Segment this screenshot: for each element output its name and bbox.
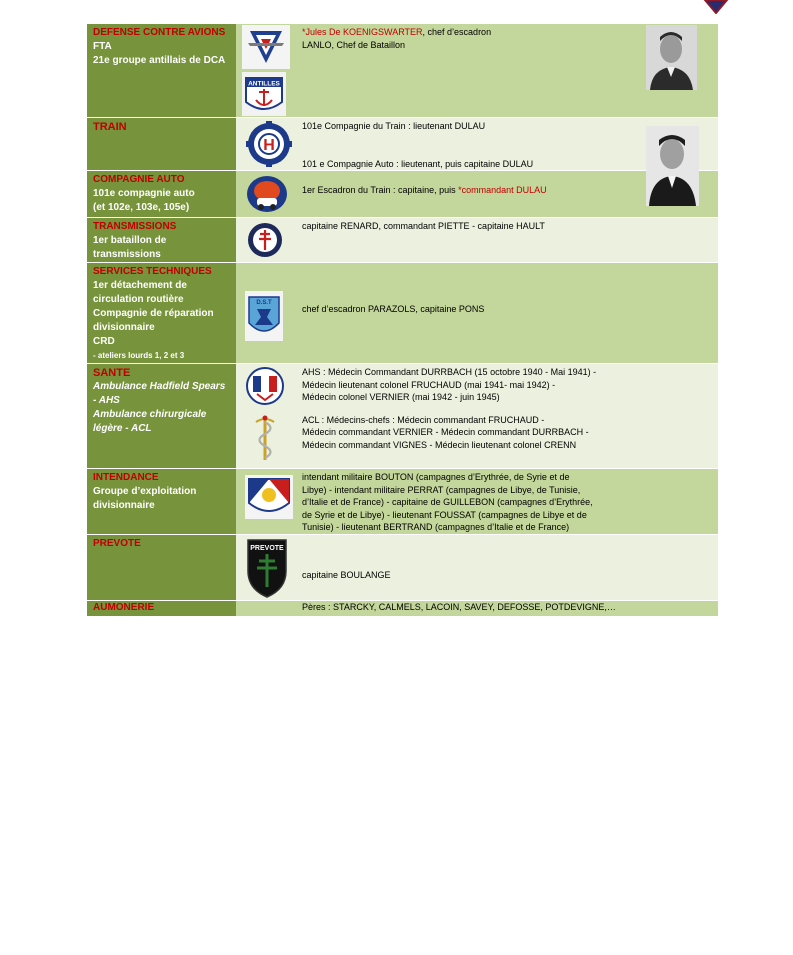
badge-cell [236,171,298,217]
auto-company-badge-icon [245,174,289,214]
officer-line: Tunisie) - lieutenant BERTRAND (campagnes d’Italie et de France) [302,522,570,532]
officer-line: Médecin colonel VERNIER (mai 1942 - juin 1945) [302,392,500,402]
unit-subtitle: 101e compagnie auto [93,188,195,199]
officer-line: LANLO, Chef de Bataillon [302,39,406,50]
antilles-badge-icon [242,72,286,116]
officer-line: Médecin commandant VERNIER - Médecin commandant DURRBACH - [302,427,589,437]
badge-cell [236,118,298,170]
unit-label-cell [87,171,236,217]
officer-line: 101 e Compagnie Auto : lieutenant, puis capitaine DULAU [302,158,534,169]
officer-line: Pères : STARCKY, CALMELS, LACOIN, SAVEY, DEFOSSE, POTDEVIGNE,… [302,602,616,612]
officer-name-highlight: *commandant DULAU [458,185,547,195]
unit-label-cell [87,469,236,534]
unit-heading: SANTE [93,367,131,379]
ahs-flags-badge-icon [245,366,285,406]
caduceus-badge-icon [250,414,280,464]
badge-cell [236,535,298,600]
unit-row-intendance [87,469,718,534]
unit-row-transmissions [87,218,718,262]
officers-cell [298,263,718,363]
officer-line: intendant militaire BOUTON (campagnes d’Erythrée, de Syrie et de [302,472,570,482]
unit-subtitle: Ambulance Hadfield Spears - AHS [93,381,226,406]
unit-subtitle: Compagnie de réparation divisionnaire [93,308,214,333]
unit-note: - ateliers lourds 1, 2 et 3 [93,351,185,360]
unit-subtitle: 1er détachement de circulation routière [93,280,187,305]
prevote-shield-badge-icon [245,537,289,599]
officer-line: Libye) - intendant militaire PERRAT (campagnes de Libye, de Tunisie, [302,484,581,495]
unit-row-sante [87,364,718,468]
unit-subtitle: Groupe d’exploitation divisionnaire [93,486,197,511]
badge-cell [236,263,298,363]
unit-label-cell [87,535,236,600]
unit-label-cell [87,364,236,468]
officer-rank: , chef d’escadron [422,27,492,37]
badge-cell [236,601,298,616]
unit-subtitle: Ambulance chirurgicale légère - ACL [93,409,207,434]
officer-line: de Syrie et de Libye) - lieutenant FOUSSAT (campagnes de Libye et de [302,509,587,520]
badge-cell [236,24,298,117]
officer-line: Médecin lieutenant colonel FRUCHAUD (mai 1941- mai 1942) - [302,379,556,390]
prevote-badge-text: PREVOTE [250,545,284,552]
intendance-badge-icon [245,475,293,519]
transmissions-badge-icon [246,221,284,259]
train-gear-badge-icon [246,121,292,167]
officer-rank: 1er Escadron du Train : capitaine, puis [302,185,459,195]
unit-label-cell [87,218,236,262]
unit-heading: DEFENSE CONTRE AVIONS [93,27,226,38]
officers-cell [298,535,718,600]
officer-line: 101e Compagnie du Train : lieutenant DULAU [302,121,486,131]
unit-label-cell [87,263,236,363]
unit-heading: AUMONERIE [93,602,155,613]
unit-subtitle: (et 102e, 103e, 105e) [93,202,190,213]
badge-cell [236,218,298,262]
unit-heading: TRANSMISSIONS [93,221,177,232]
officer-line: capitaine BOULANGE [302,570,391,580]
unit-row-prevote [87,535,718,600]
portrait-photo-koenigswarter [646,25,697,90]
officers-cell [298,601,718,616]
officers-cell [298,364,718,468]
unit-heading: SERVICES TECHNIQUES [93,266,212,277]
officer-line: ACL : Médecins-chefs : Médecin commandant FRUCHAUD - [302,414,545,425]
unit-heading: COMPAGNIE AUTO [93,174,185,185]
unit-subtitle: 21e groupe antillais de DCA [93,55,226,66]
unit-label-cell [87,118,236,170]
unit-subtitle: FTA [93,41,112,52]
technical-services-badge-icon [245,291,283,341]
unit-label-cell [87,601,236,616]
antilles-badge-text: ANTILLES [248,80,280,88]
officer-line: capitaine RENARD, commandant PIETTE - capitaine HAULT [302,221,545,231]
officer-line: chef d’escadron PARAZOLS, capitaine PONS [302,304,485,314]
officer-name-highlight: *Jules De KOENIGSWARTER [302,27,423,37]
officer-line: d’Italie et de France) - capitaine de GUILLEBON (campagnes d’Erythrée, [302,497,593,507]
corner-emblem-icon [703,0,729,14]
unit-heading: INTENDANCE [93,472,159,483]
unit-subtitle: 1er bataillon de transmissions [93,235,167,260]
officers-cell [298,469,718,534]
unit-row-services-techniques [87,263,718,363]
unit-row-dca [87,24,718,117]
unit-heading: PREVOTE [93,538,141,549]
fta-badge-icon [242,25,290,69]
svg-text:H: H [263,137,275,154]
badge-cell [236,364,298,468]
officer-line: AHS : Médecin Commandant DURRBACH (15 octobre 1940 - Mai 1941) - [302,367,597,377]
portrait-photo-dulau [646,126,699,206]
officers-cell [298,218,718,262]
badge-cell [236,469,298,534]
unit-heading: TRAIN [93,121,127,133]
unit-row-train [87,118,718,170]
unit-subtitle: CRD [93,336,115,347]
unit-label-cell [87,24,236,117]
dst-badge-text: D.S.T [256,300,272,306]
officer-line: Médecin commandant VIGNES - Médecin lieutenant colonel CRENN [302,439,577,450]
unit-row-compagnie-auto [87,171,718,217]
unit-row-aumonerie [87,601,718,616]
